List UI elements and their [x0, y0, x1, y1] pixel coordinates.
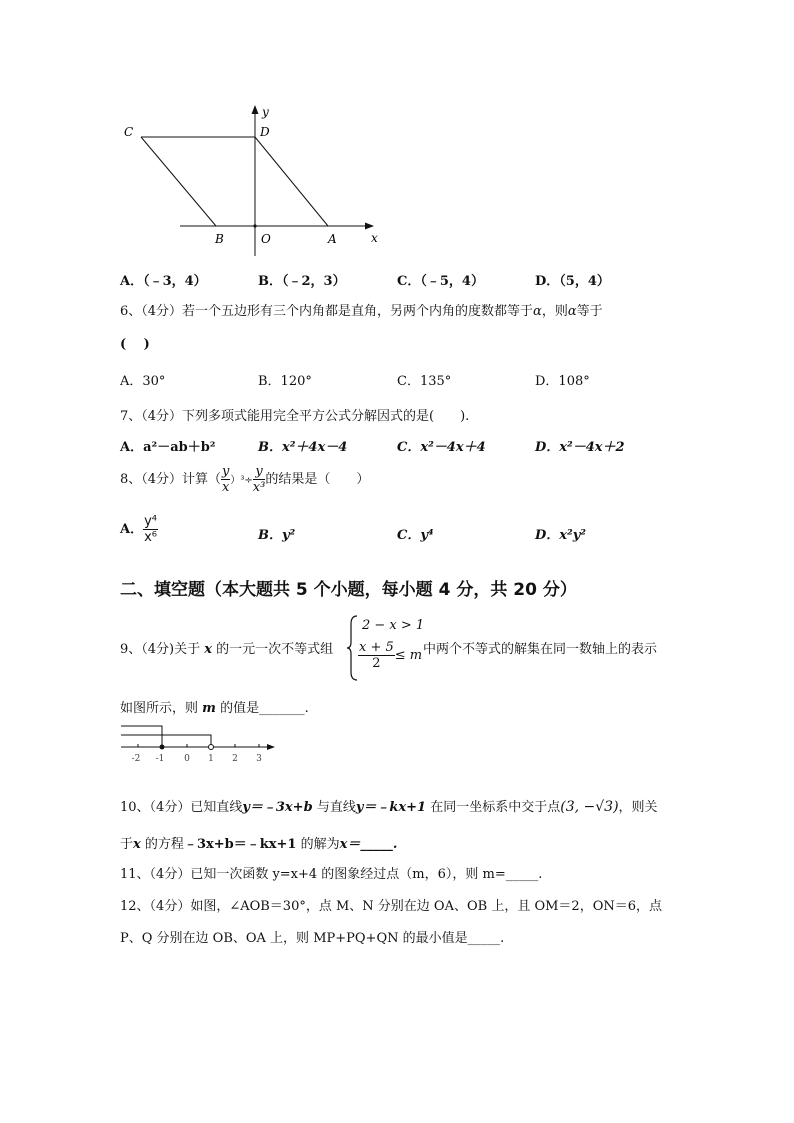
q8-option-d[interactable]: D．x²y²: [535, 528, 586, 543]
number-line-arrow-icon: [267, 744, 275, 750]
label-C: C: [124, 125, 134, 139]
q9-line-2: 如图所示，则 m 的值是_______.: [120, 701, 309, 716]
q7-option-d[interactable]: D．x²－4x＋2: [535, 440, 625, 455]
q7-option-a[interactable]: A．a²－ab＋b²: [120, 440, 216, 455]
segment-DA: [255, 137, 328, 226]
q6-paren: ( ): [120, 337, 150, 352]
label-B: B: [215, 232, 224, 246]
q6-suffix: 等于: [576, 304, 603, 319]
solution-bracket-upper: [121, 735, 211, 747]
label-y: y: [262, 105, 269, 119]
q9-stem-right: 中两个不等式的解集在同一数轴上的表示: [423, 642, 658, 657]
tick-label: 1: [208, 754, 214, 764]
q6-mid: ，则: [541, 304, 568, 319]
q8-option-a[interactable]: A． $\frac{\text{y⁴}}{\text{x⁶}}$: [120, 514, 157, 545]
q8-suffix: 的结果是（ ）: [265, 472, 370, 487]
q8-option-c[interactable]: C．y⁴: [397, 528, 434, 543]
q7-option-c[interactable]: C．x²－4x＋4: [397, 440, 486, 455]
open-point: [209, 745, 214, 750]
q8-prefix: 8、（4分）计算（: [120, 472, 222, 487]
q5-option-d[interactable]: D．（5，4）: [535, 274, 610, 289]
q8-fraction-1: $\frac{y}{x}$: [222, 464, 230, 495]
q6-option-d[interactable]: D．108°: [535, 374, 590, 389]
tick-label: -1: [155, 754, 165, 764]
q9-inequality-2: $\frac{x + 5}{2}$ ≤ m: [359, 640, 423, 671]
q6-alpha-2: α: [567, 304, 577, 319]
q6-prefix: 6、（4分）若一个五边形有三个内角都是直角，另两个内角的度数都等于: [120, 304, 534, 319]
tick-label: 2: [232, 754, 238, 764]
q9-inequality-1: 2 − x > 1: [362, 618, 425, 633]
q5-option-a[interactable]: A．（﹣3，4）: [120, 274, 207, 289]
segment-CB: [141, 137, 216, 226]
q8-stem: [120, 462, 369, 499]
solution-bracket-lower: [121, 726, 162, 747]
q9-stem-left: 9、（4分)关于 x 的一元一次不等式组: [120, 642, 334, 657]
q11-stem: 11、（4分）已知一次函数 y=x+4 的图象经过点（m，6），则 m=_____.: [120, 867, 543, 882]
q10-line-1: 10、（4分）已知直线y＝﹣3x+b 与直线y＝﹣kx+1 在同一坐标系中交于点(3, −√3)，则关: [120, 799, 658, 815]
q8-pow: ）³÷: [230, 475, 253, 486]
q10-point: (3, −√3): [560, 799, 619, 815]
q6-stem: [120, 300, 603, 319]
label-O: O: [261, 232, 271, 246]
q5-option-c[interactable]: C．（﹣5，4）: [397, 274, 484, 289]
q6-alpha: α: [533, 304, 542, 319]
q8-fraction-2: $\frac{y}{\text{x³}}$: [252, 464, 266, 495]
tick-label: -2: [131, 754, 141, 764]
label-x: x: [371, 231, 378, 245]
q7-stem: 7、（4分）下列多项式能用完全平方公式分解因式的是( ).: [120, 409, 470, 424]
q5-option-b[interactable]: B．（﹣2，3）: [258, 274, 346, 289]
coordinate-figure: [118, 100, 388, 260]
q9-number-line: [118, 724, 283, 766]
y-axis-arrow-icon: [252, 105, 259, 114]
section-2-heading: 二、填空题（本大题共 5 个小题，每小题 4 分，共 20 分）: [120, 580, 577, 600]
closed-point: [160, 745, 165, 750]
label-D: D: [260, 125, 270, 139]
q6-option-c[interactable]: C．135°: [397, 374, 452, 389]
tick-label: 0: [184, 754, 190, 764]
q8-option-b[interactable]: B．y²: [258, 528, 296, 543]
origin-point: [253, 224, 256, 227]
q10-line-2: 于x 的方程﹣3x+b＝﹣kx+1 的解为x＝_____.: [120, 837, 398, 852]
q6-option-a[interactable]: A．30°: [120, 374, 166, 389]
q6-option-b[interactable]: B．120°: [258, 374, 312, 389]
q12-line-2: P、Q 分别在边 OB、OA 上，则 MP+PQ+QN 的最小值是_____.: [120, 931, 505, 946]
x-axis-arrow-icon: [365, 223, 374, 230]
q7-option-b[interactable]: B．x²＋4x－4: [258, 440, 348, 455]
label-A: A: [328, 232, 337, 246]
tick-label: 3: [256, 754, 262, 764]
q12-line-1: 12、（4分）如图，∠AOB＝30°，点 M、N 分别在边 OA、OB 上，且 OM＝2，ON＝6，点: [120, 899, 662, 914]
